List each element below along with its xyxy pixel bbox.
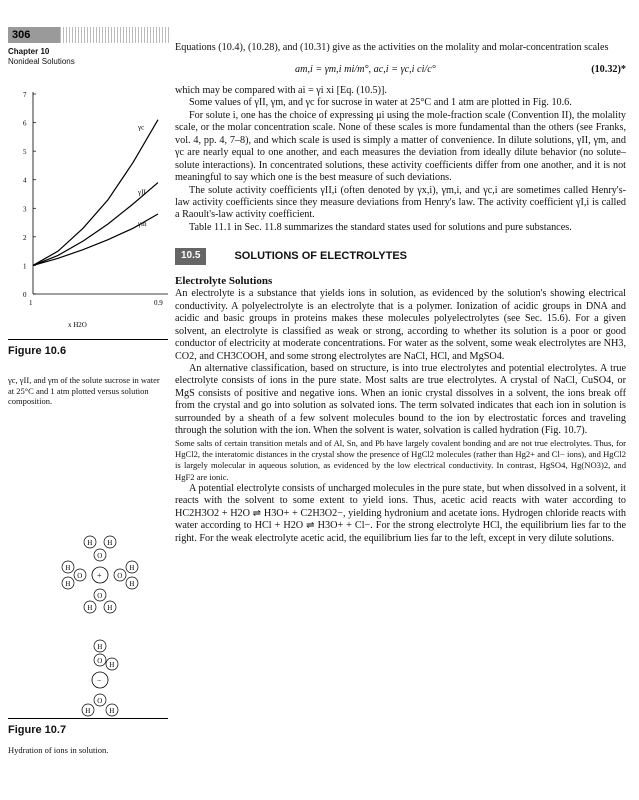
cation-sign: + [97,571,102,580]
series-label-2: γm [138,220,147,228]
paragraph-8: An alternative classification, based on structure, is into true electrolytes and potential electrolytes. A true electrolyte consists of ions in the pure state. Most salts are true electrolytes. A crystal of NaCl, CuSO4, or MgS consists of positive and negative ions. When an ionic crystal dissolves in a solvent, the ions break off from the crystal and go into solution as solvated ions. The term solvated indicates that each ion in solution is surrounded by a sheath of a few solvent molecules bound to the ion by electrostatic forces and traveling through the solution with the ion. When the solvent is water, solvation is called hydration (Fig. 10.7). [175,362,626,437]
paragraph-1: Equations (10.4), (10.28), and (10.31) give as the activities on the molality and molar-concentration scales [175,42,609,53]
water-bottom-atom-label: H [107,603,113,612]
figure-10-7-label: Figure 10.7 [8,724,67,736]
chapter-heading [8,47,168,67]
water-left-atom-label: H [65,563,71,572]
x-tick-label: 1 [29,299,33,307]
water-left-atom-label: H [65,579,71,588]
section-heading [175,248,626,264]
chapter-title: Nonideal Solutions [8,57,75,66]
y-tick-label: 3 [23,205,27,214]
water-bottom-atom-label: O [97,591,103,600]
water-top-atom-label: H [87,538,93,547]
activity-coefficient-chart [8,82,178,332]
anion-water-top-atom-label: H [109,660,115,669]
main-text [175,42,626,545]
water-top-atom-label: O [97,551,103,560]
water-top-atom-label: H [107,538,113,547]
paragraph-7: An electrolyte is a substance that yields ions in solution, as evidenced by the solution's showing electrical conductivity. A polyelectrolyte is an electrolyte that is a polymer. Ionization of acidic groups in DNA and acidic and basic groups in proteins makes these molecules polyelectrolytes (see Sec. 15.6). For a given solvent, an electrolyte is classified as weak or strong, according to whether its solution is a poor or good conductor of electricity at moderate concentrations. For water as the solvent, some weak electrolytes are NH3, CO2, and CH3COOH, and some strong electrolytes are NaCl, HCl, and MgSO4. [175,288,626,362]
water-right-atom-label: H [129,579,135,588]
equation-10-32 [175,64,626,76]
paragraph-3: Some values of γII, γm, and γc for sucrose in water at 25°C and 1 atm are plotted in Fig. 10.6. [189,97,572,109]
figure-10-6-label: Figure 10.6 [8,345,67,357]
paragraph-2: which may be compared with ai = γi xi [Eq. (10.5)]. [175,84,387,96]
y-tick-label: 4 [23,176,27,185]
series-label-0: γc [138,123,145,132]
paragraph-6: Table 11.1 in Sec. 11.8 summarizes the standard states used for solutions and pure substances. [189,221,572,233]
hydration-diagram [60,530,160,730]
anion-water-bottom-atom-label: H [85,706,91,715]
anion-water-top-atom-label: H [97,642,103,651]
figure-rule-2 [8,718,168,719]
y-tick-label: 6 [23,119,27,128]
cation-cluster [62,536,138,613]
equation-number: (10.32)* [591,64,626,76]
water-right-atom-label: H [129,563,135,572]
equation-body: am,i = γm,i mi/m°, ac,i = γc,i ci/c° [295,64,436,76]
anion-water-top-atom-label: O [97,656,103,665]
header-bar-decoration [60,27,170,43]
subsection-title: Electrolyte Solutions [175,274,273,287]
anion-water-bottom-atom-label: H [109,706,115,715]
y-tick-label: 0 [23,291,27,299]
page-number: 306 [8,27,60,43]
y-tick-label: 5 [23,148,27,157]
water-right-atom-label: O [117,571,123,580]
anion-water-bottom-atom-label: O [97,696,103,705]
figure-10-6-caption: γc, γII, and γm of the solute sucrose in water at 25°C and 1 atm plotted versus solution composition. [8,375,160,406]
x-axis-label: x H2O [68,321,87,329]
anion-sign: − [97,676,102,685]
figure-10-7-caption: Hydration of ions in solution. [8,745,109,755]
x-tick-label: 0.9 [154,299,163,307]
anion-cluster [82,640,118,716]
y-tick-label: 1 [23,262,27,271]
y-tick-label: 7 [23,91,27,99]
water-bottom-atom-label: H [87,603,93,612]
figure-rule [8,339,168,340]
section-number: 10.5 [175,248,206,264]
y-tick-label: 2 [23,233,27,242]
paragraph-9: A potential electrolyte consists of uncharged molecules in the pure state, but when dissolved in a solvent, it reacts with the solvent to some extent to yield ions. Thus, acetic acid reacts with water according to HC2H3O2 + H2O ⇌ H3O+ + C2H3O2−, yielding hydronium and acetate ions. Hydrogen chloride reacts with water according to HCl + H2O ⇌ H3O+ + Cl−. For the strong electrolyte HCl, the equilibrium lies far to the right. For the weak electrolyte acetic acid, the equilibrium lies far to the left, except in very dilute solutions. [175,482,626,544]
paragraph-4: For solute i, one has the choice of expressing μi using the mole-fraction scale (Convention II), the molality scale, or the molar concentration scale. None of these scales is more fundamental than the others (see Franks, vol. 4, pp. 4, 7–8), and which scale is used is simply a matter of convenience. In dilute solutions, γII, γm, and γc are nearly equal to one another, and each measures the deviation from ideally dilute behavior (no solute–solute interactions). In concentrated solutions, these activity coefficients differ from one another, and it is not meaningful to say which one is the best measure of such deviations. [175,109,626,184]
series-label-1: γII [138,188,146,197]
section-title: SOLUTIONS OF ELECTROLYTES [234,250,408,263]
paragraph-5: The solute activity coefficients γII,i (often denoted by γx,i), γm,i, and γc,i are sometimes called Henry's-law activity coefficients since they measure deviations from Henry's law. The activity coefficient γI,i is called a Raoult's-law activity coefficient. [175,184,626,221]
water-left-atom-label: O [77,571,83,580]
note-paragraph: Some salts of certain transition metals and of Al, Sn, and Pb have largely covalent bonding and are not true electrolytes. Thus, for HgCl2, the interatomic distances in the crystal show the presence of HgCl2 molecules (rather than Hg2+ and Cl− ions), and HgCl2 is largely molecular in aqueous solution, as evidenced by the low electrical conductivity. In contrast, HgSO4, Hg(NO3)2, and HgF2 are ionic. [175,437,626,482]
chapter-label: Chapter 10 [8,47,50,56]
